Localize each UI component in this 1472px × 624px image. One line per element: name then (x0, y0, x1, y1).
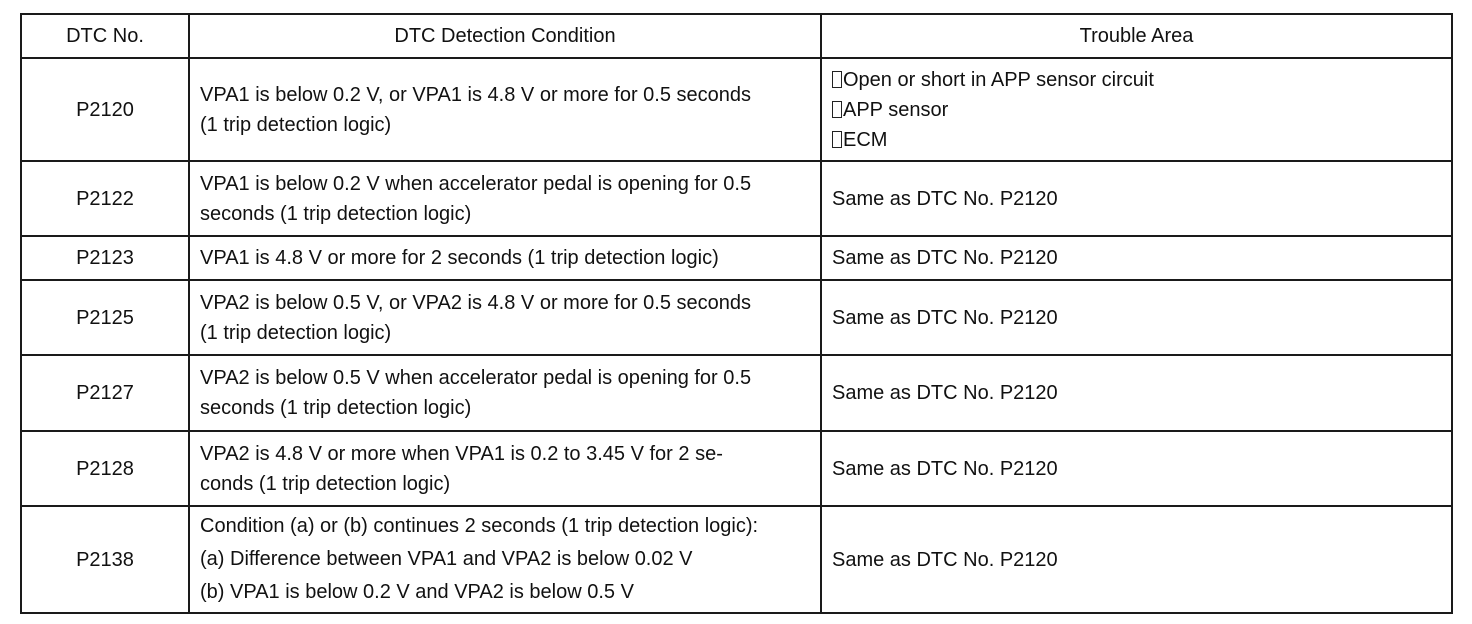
table-row (21, 280, 1452, 355)
condition-line: (1 trip detection logic) (200, 113, 392, 136)
table-header-row (21, 14, 1452, 58)
dtc-table (20, 13, 1453, 614)
trouble-item (832, 125, 1441, 155)
condition-line: VPA1 is below 0.2 V when accelerator pedal is opening for 0.5 (200, 172, 752, 195)
trouble-item (832, 65, 1441, 95)
trouble-area: Same as DTC No. P2120 (821, 355, 1452, 431)
header-dtc-no: DTC No. (21, 14, 189, 58)
trouble-area: Same as DTC No. P2120 (821, 431, 1452, 506)
detection-condition (189, 355, 821, 431)
condition-line: seconds (1 trip detection logic) (200, 202, 472, 225)
table-row (21, 58, 1452, 161)
trouble-area (821, 58, 1452, 161)
checkbox-bullet-icon (832, 131, 842, 148)
condition-line: VPA2 is 4.8 V or more when VPA1 is 0.2 to 3.45 V for 2 se- (200, 442, 723, 465)
detection-condition (189, 58, 821, 161)
condition-line: VPA2 is below 0.5 V when accelerator pedal is opening for 0.5 (200, 367, 752, 389)
trouble-area: Same as DTC No. P2120 (821, 236, 1452, 280)
trouble-item-text: ECM (843, 128, 888, 151)
trouble-item-text: Open or short in APP sensor circuit (843, 68, 1154, 91)
trouble-area: Same as DTC No. P2120 (821, 506, 1452, 613)
condition-line: Condition (a) or (b) continues 2 seconds (1 trip detection logic): (200, 515, 759, 537)
detection-condition (189, 280, 821, 355)
table-row (21, 506, 1452, 613)
detection-condition (189, 161, 821, 236)
dtc-code: P2138 (21, 506, 189, 613)
condition-line: conds (1 trip detection logic) (200, 472, 451, 495)
trouble-item-text: APP sensor (843, 98, 949, 121)
header-detection-condition: DTC Detection Condition (189, 14, 821, 58)
condition-line: VPA1 is 4.8 V or more for 2 seconds (1 trip detection logic) (200, 247, 719, 269)
condition-line: VPA2 is below 0.5 V, or VPA2 is 4.8 V or more for 0.5 seconds (200, 291, 752, 314)
dtc-code: P2120 (21, 58, 189, 161)
condition-line: (1 trip detection logic) (200, 321, 392, 344)
detection-condition (189, 506, 821, 613)
condition-line: VPA1 is below 0.2 V, or VPA1 is 4.8 V or more for 0.5 seconds (200, 83, 752, 106)
trouble-area: Same as DTC No. P2120 (821, 161, 1452, 236)
table-row (21, 431, 1452, 506)
dtc-code: P2128 (21, 431, 189, 506)
detection-condition (189, 236, 821, 280)
dtc-code: P2123 (21, 236, 189, 280)
detection-condition (189, 431, 821, 506)
trouble-area: Same as DTC No. P2120 (821, 280, 1452, 355)
dtc-code: P2125 (21, 280, 189, 355)
table-row (21, 236, 1452, 280)
dtc-code: P2122 (21, 161, 189, 236)
condition-line: (a) Difference between VPA1 and VPA2 is below 0.02 V (200, 548, 693, 570)
checkbox-bullet-icon (832, 101, 842, 118)
trouble-item (832, 95, 1441, 125)
dtc-code: P2127 (21, 355, 189, 431)
condition-line: seconds (1 trip detection logic) (200, 397, 472, 419)
table-row (21, 161, 1452, 236)
header-trouble-area: Trouble Area (821, 14, 1452, 58)
checkbox-bullet-icon (832, 71, 842, 88)
condition-line: (b) VPA1 is below 0.2 V and VPA2 is below 0.5 V (200, 581, 634, 603)
table-row (21, 355, 1452, 431)
